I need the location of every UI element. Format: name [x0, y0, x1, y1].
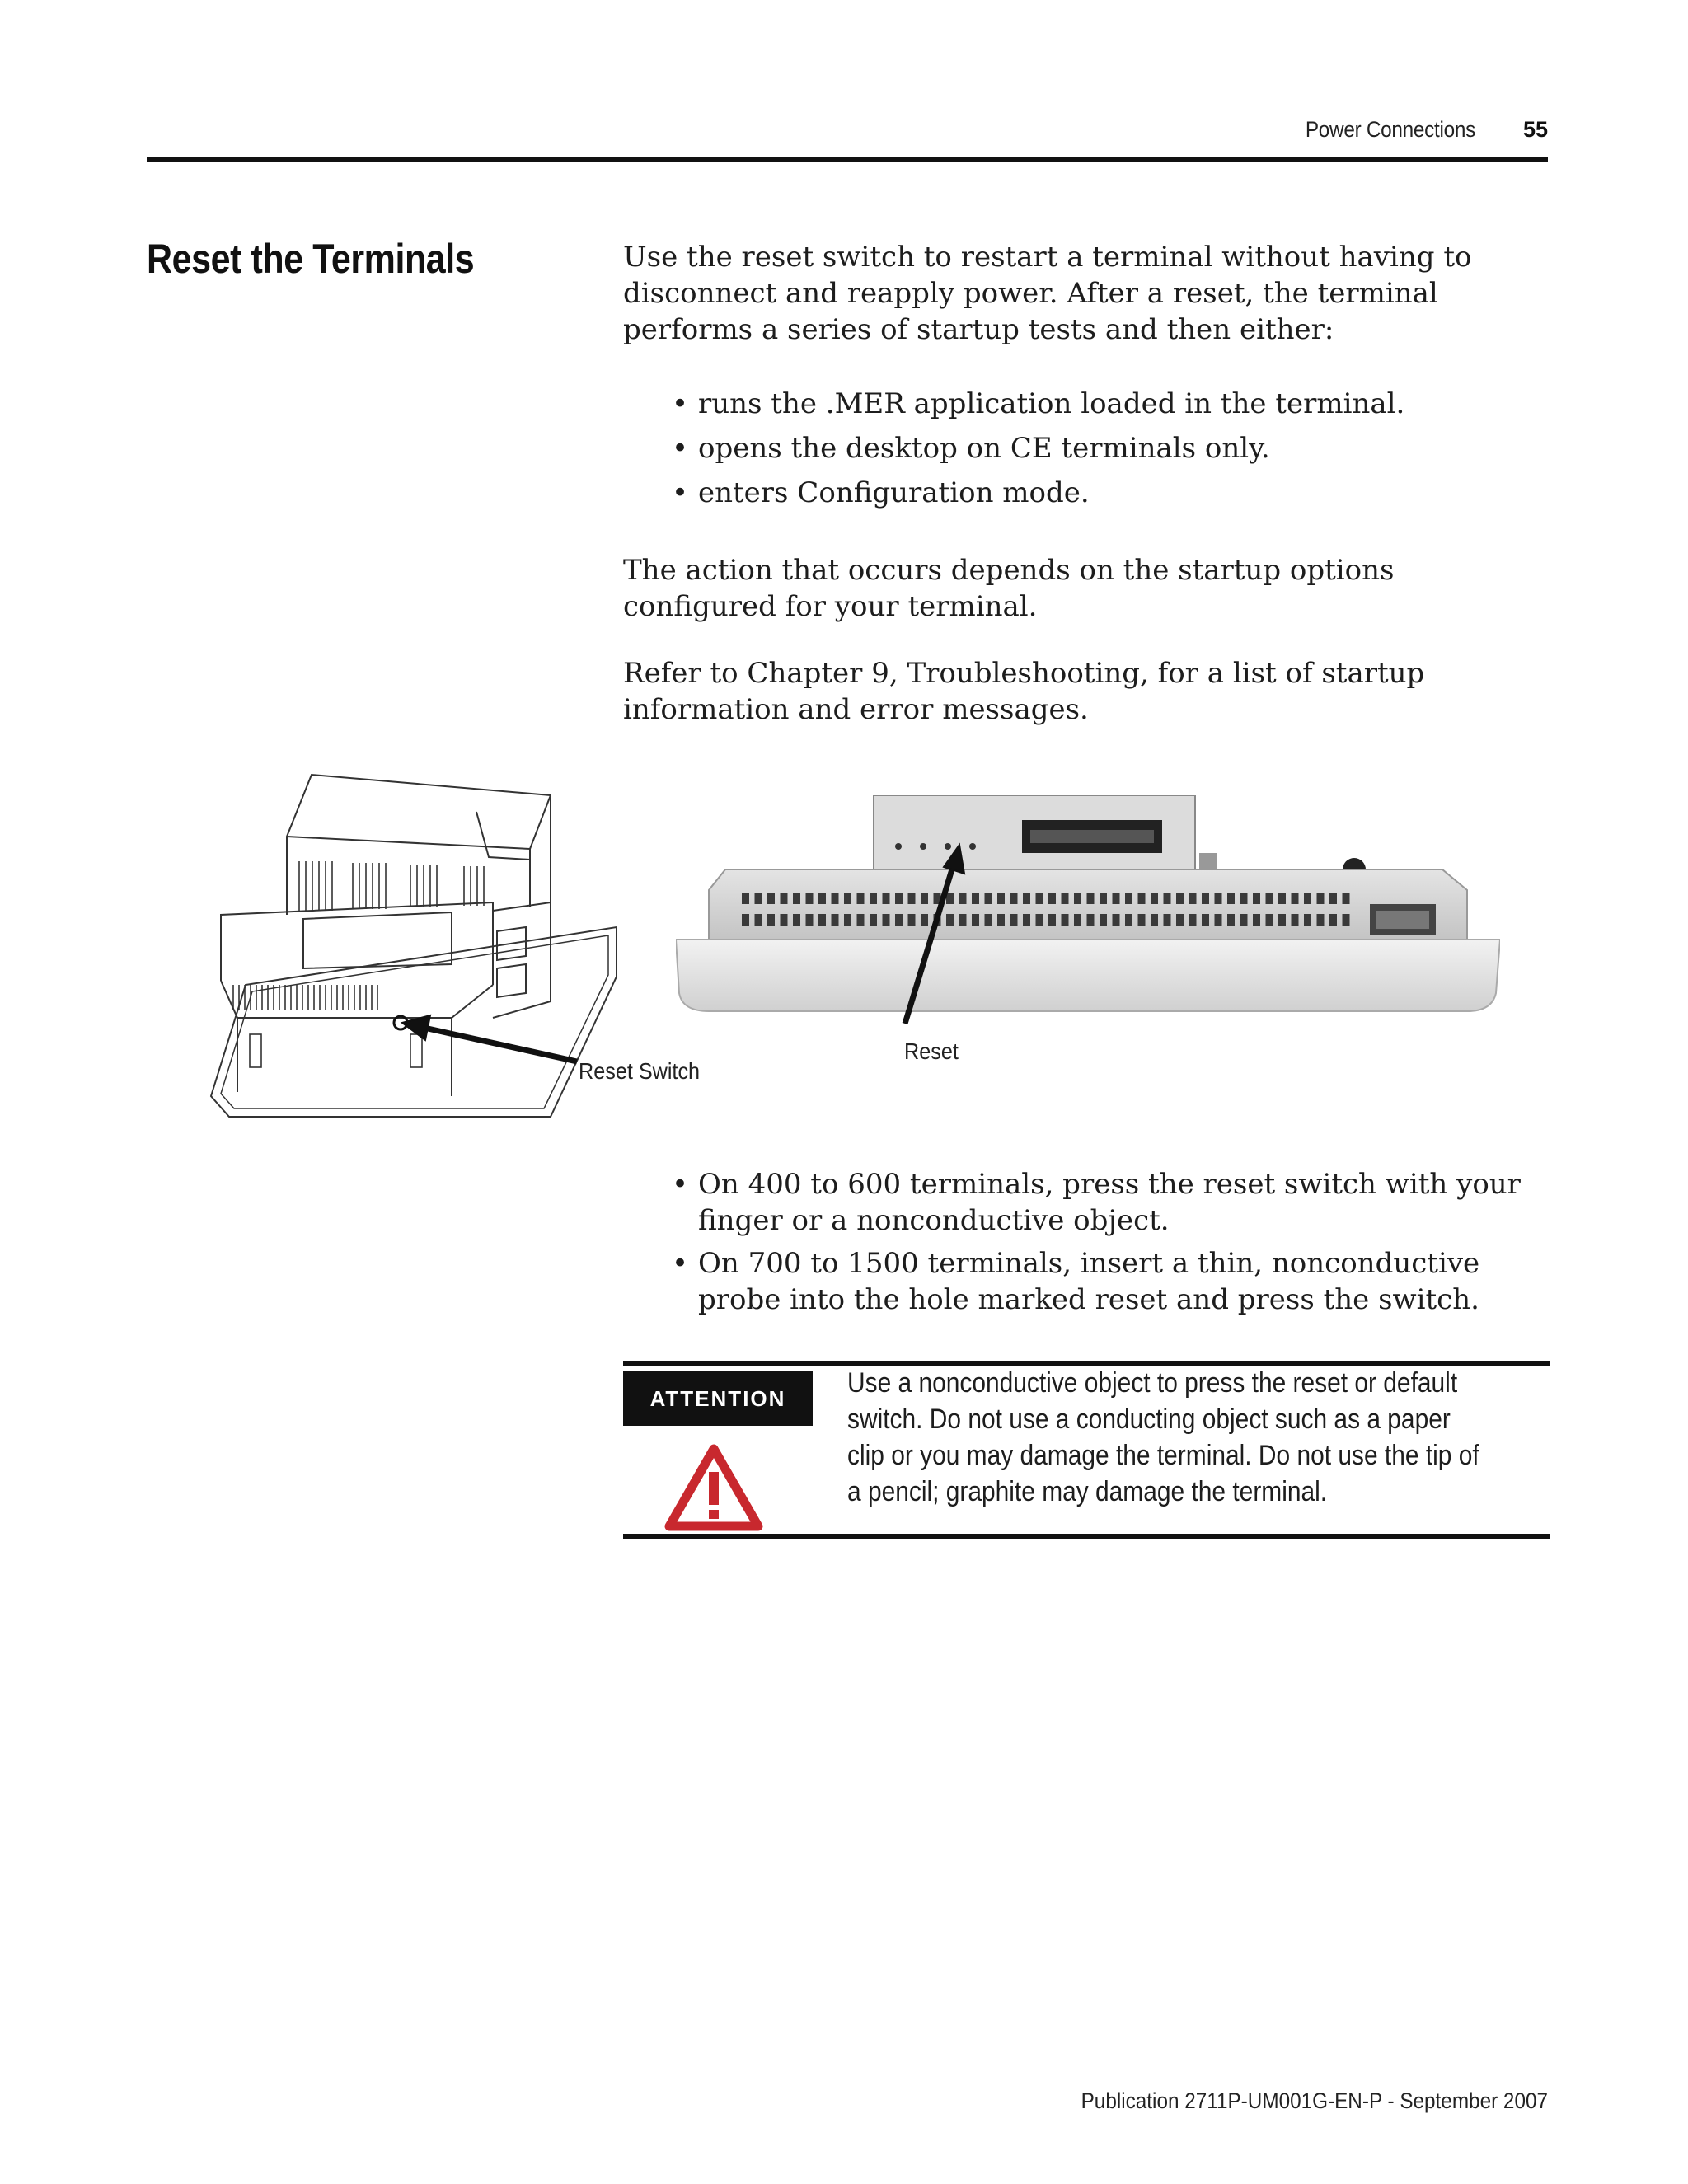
vent-slot	[806, 893, 814, 904]
startup-outcomes-list	[672, 386, 1550, 519]
vent-slot	[1010, 914, 1018, 926]
list-item-text: On 700 to 1500 terminals, insert a thin, nonconductive probe into the hole marked reset and press the switch.	[698, 1247, 1480, 1316]
page-number: 55	[1522, 117, 1548, 142]
vent-slot	[1036, 893, 1043, 904]
vent-slot	[755, 893, 762, 904]
vent-slot	[1240, 893, 1248, 904]
vent-slot	[1215, 893, 1222, 904]
vent-slot	[1189, 914, 1197, 926]
vent-slot	[1317, 914, 1325, 926]
vent-slot	[1164, 914, 1171, 926]
vent-slot	[921, 914, 928, 926]
vent-slot	[1317, 893, 1325, 904]
vent-slot	[1138, 893, 1146, 904]
vent-slot	[959, 893, 967, 904]
vent-slot	[781, 893, 788, 904]
vent-slot	[806, 914, 814, 926]
reset-label: Reset	[904, 1038, 959, 1064]
vent-slot	[1100, 893, 1107, 904]
list-item: • runs the .MER application loaded in the terminal.	[672, 387, 1405, 420]
vent-slot	[1304, 914, 1311, 926]
vent-slot	[1227, 914, 1235, 926]
vent-slot	[767, 914, 775, 926]
vent-slot	[818, 914, 826, 926]
refer-paragraph: Refer to Chapter 9, Troubleshooting, for a list of startup information and error messages.	[623, 657, 1425, 726]
section-heading: Reset the Terminals	[147, 236, 475, 282]
vent-slot	[959, 914, 967, 926]
vent-slot	[1189, 893, 1197, 904]
vent-slot	[946, 893, 954, 904]
vent-slot	[1253, 893, 1260, 904]
vent-slot	[767, 893, 775, 904]
vent-slot	[832, 893, 839, 904]
list-item-text: On 400 to 600 terminals, press the reset switch with your finger or a nonconductive object.	[698, 1168, 1521, 1237]
vent-slot	[1010, 893, 1018, 904]
vent-slot	[1304, 893, 1311, 904]
publication-footer: Publication 2711P-UM001G-EN-P - September 2007	[1081, 2088, 1548, 2113]
list-item: • opens the desktop on CE terminals only.	[672, 432, 1270, 465]
vent-slot	[1292, 914, 1299, 926]
vent-slot	[921, 893, 928, 904]
vent-slot	[1036, 914, 1043, 926]
vent-slot	[895, 914, 903, 926]
vent-slot	[895, 893, 903, 904]
vent-slot	[1253, 914, 1260, 926]
vent-slot	[1329, 914, 1337, 926]
list-item: • On 400 to 600 terminals, press the reset switch with your finger or a nonconductive object.	[672, 1168, 1521, 1237]
vent-slot	[1329, 893, 1337, 904]
vent-slot	[972, 914, 979, 926]
vent-slot	[1100, 914, 1107, 926]
vent-slot	[1151, 914, 1158, 926]
vent-slot	[908, 893, 916, 904]
vent-slot	[1240, 914, 1248, 926]
vent-slot	[1176, 914, 1184, 926]
running-header-section: Power Connections	[1305, 117, 1475, 142]
list-item-text: opens the desktop on CE terminals only.	[698, 432, 1270, 465]
attention-text: Use a nonconductive object to press the reset or default switch. Do not use a conducting object such as a paper clip or you may damage the terminal. Do not use the tip of a pencil; graphite may damage the terminal.	[847, 1367, 1479, 1507]
vent-slot	[1023, 914, 1030, 926]
vent-slot	[870, 914, 877, 926]
vent-slot	[1074, 893, 1081, 904]
vent-slot	[1125, 893, 1132, 904]
vent-slot	[1343, 893, 1350, 904]
list-item-text: enters Configuration mode.	[698, 476, 1090, 509]
vent-slot	[997, 914, 1005, 926]
vent-slot	[1164, 893, 1171, 904]
vent-slot	[793, 914, 800, 926]
vent-slot	[857, 914, 865, 926]
vent-slot	[997, 893, 1005, 904]
vent-slot	[908, 914, 916, 926]
vent-slot	[1023, 893, 1030, 904]
reset-instructions-list	[672, 1166, 1550, 1324]
vent-slot	[1227, 893, 1235, 904]
vent-slot	[870, 893, 877, 904]
intro-paragraph: Use the reset switch to restart a terminal without having to disconnect and reapply power. After a reset, the terminal performs a series of startup tests and then either:	[623, 241, 1472, 346]
vent-slot	[844, 893, 851, 904]
list-item-text: runs the .MER application loaded in the terminal.	[698, 387, 1405, 420]
list-item: • enters Configuration mode.	[672, 476, 1090, 509]
vent-slot	[1062, 893, 1069, 904]
vent-slot	[857, 893, 865, 904]
vent-slot	[1048, 893, 1056, 904]
vent-slot	[755, 914, 762, 926]
vent-slot	[1202, 914, 1209, 926]
vent-slot	[1176, 893, 1184, 904]
vent-slot	[832, 914, 839, 926]
vent-slot	[793, 893, 800, 904]
vent-slot	[1138, 914, 1146, 926]
attention-bottom-rule	[623, 1534, 1550, 1539]
reset-switch-label: Reset Switch	[579, 1058, 701, 1084]
vent-slot	[1113, 893, 1120, 904]
vent-slot	[1266, 893, 1273, 904]
header-rule	[147, 157, 1548, 162]
vent-slot	[1278, 893, 1286, 904]
vent-slot	[1266, 914, 1273, 926]
vent-slot	[1062, 914, 1069, 926]
vent-slot	[934, 914, 941, 926]
vent-slot	[1278, 914, 1286, 926]
vent-slot	[883, 914, 890, 926]
vent-slot	[781, 914, 788, 926]
vent-slot	[985, 914, 992, 926]
vent-slot	[985, 893, 992, 904]
vent-slot	[934, 893, 941, 904]
vent-slot	[742, 893, 749, 904]
vent-slot	[818, 893, 826, 904]
terminal-rear-drawing	[204, 771, 633, 1125]
vent-slot	[742, 914, 749, 926]
attention-badge: ATTENTION	[623, 1371, 813, 1426]
warning-triangle-icon	[664, 1444, 763, 1531]
vent-slot	[946, 914, 954, 926]
vent-slot	[1215, 914, 1222, 926]
vent-slot	[1087, 914, 1095, 926]
action-paragraph: The action that occurs depends on the startup options configured for your terminal.	[623, 554, 1395, 623]
terminal-top-photo	[676, 795, 1500, 1018]
vent-slot	[1087, 893, 1095, 904]
vent-slot	[1125, 914, 1132, 926]
vent-slot	[1202, 893, 1209, 904]
vent-slot	[1048, 914, 1056, 926]
vent-slot	[1343, 914, 1350, 926]
vent-slot	[972, 893, 979, 904]
list-item: • On 700 to 1500 terminals, insert a thin, nonconductive probe into the hole marked reset and press the switch.	[672, 1247, 1480, 1316]
vent-slot	[1292, 893, 1299, 904]
vent-slot	[1113, 914, 1120, 926]
vent-slot	[844, 914, 851, 926]
vent-slot	[883, 893, 890, 904]
vent-slot	[1151, 893, 1158, 904]
vent-slot	[1074, 914, 1081, 926]
